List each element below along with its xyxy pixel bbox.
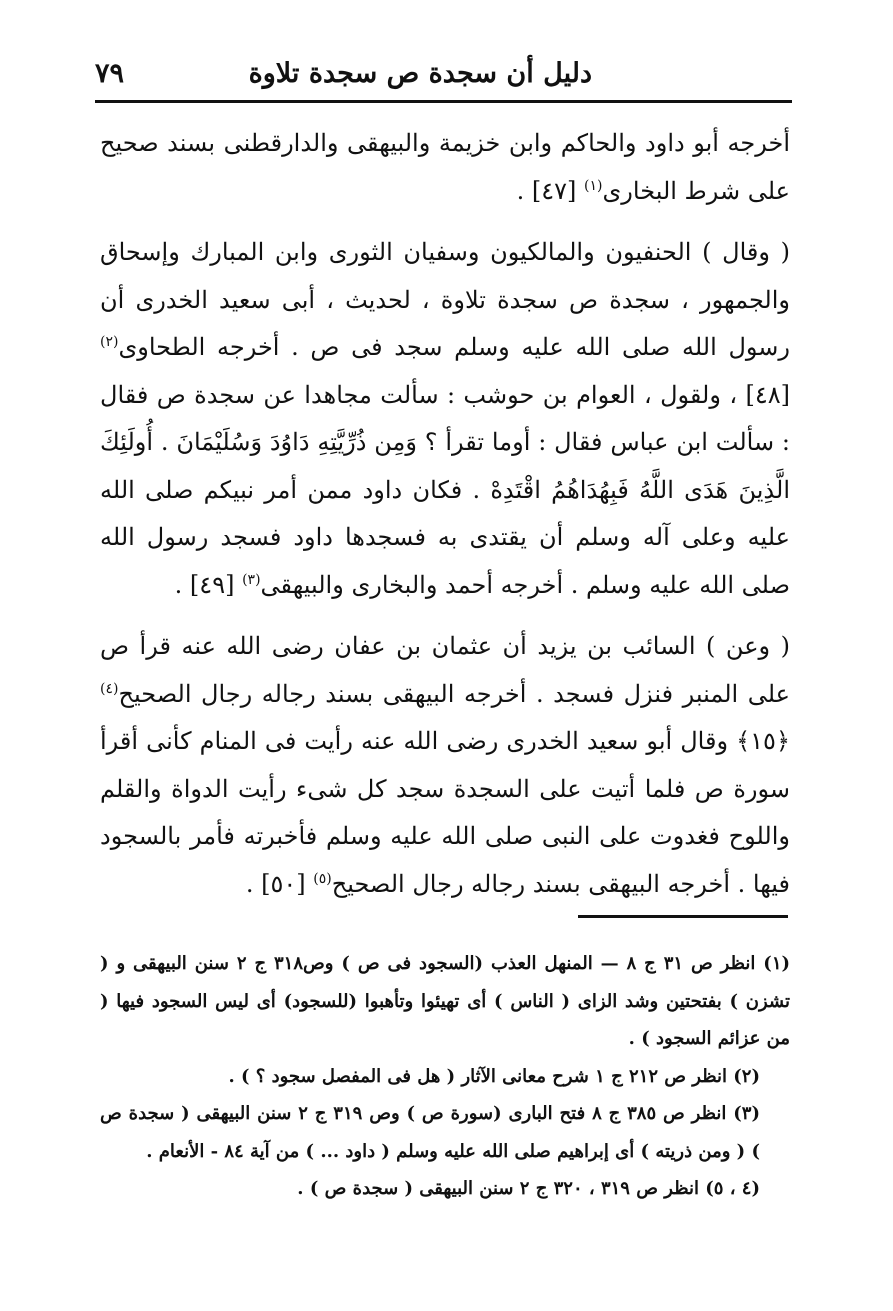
footnote: (٤ ، ٥) انظر ص ٣١٩ ، ٣٢٠ ج ٢ سنن البيهقى ( سجدة ص ) . [297,1178,760,1199]
paragraph [100,229,790,609]
footnote: (١) انظر ص ٣١ ج ٨ — المنهل العذب (السجود فى ص ) وص٣١٨ ج ٢ سنن البيهقى و ( تشزن ) بفتحتين وشد الزاى ( الناس ) أى تهيئوا وتأهبوا (للسجود) أى ليس السجود فيها ( من عزائم السجود ) . [100,953,791,1049]
page-number: ٧٩ [95,57,125,89]
paragraph [100,623,790,908]
page-header [95,48,792,98]
text-segment: [٥٠] . [245,869,314,898]
footnote-ref: (٢) [100,334,119,350]
main-text [100,120,790,908]
paragraph [100,120,790,215]
footnote-rule [578,915,788,918]
footnote-ref: (٣) [242,571,261,588]
text-segment: أخرجه أبو داود والحاكم وابن خزيمة والبيهقى والدارقطنى بسند صحيح على شرط البخارى [100,129,790,205]
footnote: (٢) انظر ص ٢١٢ ج ١ شرح معانى الآثار ( هل فى المفصل سجود ؟ ) . [228,1065,760,1087]
footnote-ref: (١) [584,177,603,194]
text-segment: [٤٨] ، ولقول ، العوام بن حوشب : سألت مجاهدا عن سجدة ص فقال : سألت ابن عباس فقال : أوما تقرأ ؟ وَمِن ذُرِّيَّتِهِ دَاوُدَ وَسُلَيْمَانَ . أُولَئِكَ الَّذِينَ هَدَى اللَّهُ فَبِهُدَاهُمُ اقْتَدِهْ . فكان داود ممن أمر نبيكم صلى الله عليه وعلى آله وسلم أن يقتدى به فسجدها داود فسجد رسول الله صلى الله عليه وسلم . أخرجه أحمد والبخارى والبيهقى [100,380,790,599]
text-segment: ﴿١٥﴾ وقال أبو سعيد الخدرى رضى الله عنه رأيت فى المنام كأنى أقرأ سورة ص فلما أتيت على السجدة سجد كل شىء رأيت الدواة والقلم واللوح فغدوت على النبى صلى الله عليه وسلم فأخبرته فأمر بالسجود فيها . أخرجه البيهقى بسند رجاله رجال الصحيح [100,727,790,898]
text-segment: [٤٧] . [516,176,585,205]
text-segment: ( وقال ) الحنفيون والمالكيون وسفيان الثورى وابن المبارك وإسحاق والجمهور ، سجدة ص سجدة تلاوة ، لحديث ، أبى سعيد الخدرى أن رسول الله صلى الله عليه وسلم سجد فى ص . أخرجه الطحاوى [100,238,790,361]
header-rule [95,100,792,103]
running-title: دليل أن سجدة ص سجدة تلاوة [248,57,592,89]
footnote: (٣) انظر ص ٣٨٥ ج ٨ فتح البارى (سورة ص ) وص ٣١٩ ج ٢ سنن البيهقى ( سجدة ص ) ( ومن ذريته ) أى إبراهيم صلى الله عليه وسلم ( داود ... ) من آية ٨٤ - الأنعام . [100,1103,760,1162]
text-segment: ( وعن ) السائب بن يزيد أن عثمان بن عفان رضى الله عنه قرأ ص على المنبر فنزل فسجد . أخرجه البيهقى بسند رجاله رجال الصحيح [100,632,790,708]
footnote-ref: (٥) [313,870,332,887]
footnote-ref: (٤) [100,680,119,697]
footnotes [100,945,790,1208]
text-segment: [٤٩] . [174,570,243,599]
